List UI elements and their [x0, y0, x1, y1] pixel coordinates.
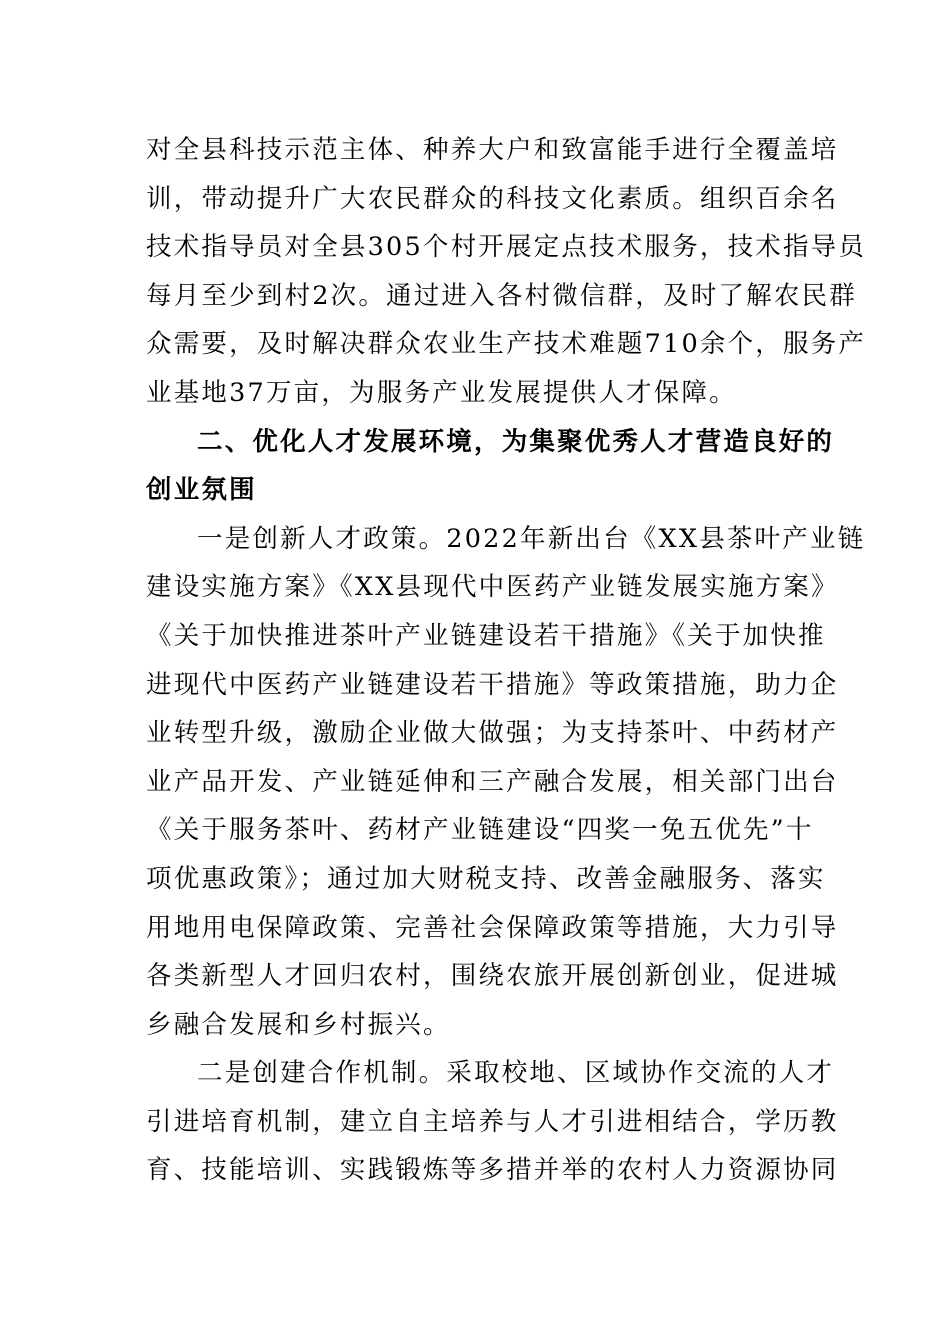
text-line: 《关于服务茶叶、药材产业链建设“四奖一免五优先”十	[146, 815, 814, 846]
text-line: 众需要，及时解决群众农业生产技术难题710余个，服务产	[146, 329, 867, 360]
body-paragraph	[146, 1049, 839, 1195]
text-line: 乡融合发展和乡村振兴。	[146, 1009, 451, 1040]
text-line: 育、技能培训、实践锻炼等多措并举的农村人力资源协同	[146, 1155, 839, 1186]
text-line: 二是创建合作机制。采取校地、区域协作交流的人才	[197, 1058, 835, 1089]
text-line: 引进培育机制，建立自主培养与人才引进相结合，学历教	[146, 1106, 839, 1137]
section-heading	[146, 418, 835, 515]
text-line: 业基地37万亩，为服务产业发展提供人才保障。	[146, 377, 737, 408]
text-line: 训，带动提升广大农民群众的科技文化素质。组织百余名	[146, 183, 839, 214]
body-paragraph	[146, 515, 866, 1050]
text-line: 创业氛围	[146, 475, 257, 506]
text-line: 一是创新人才政策。2022年新出台《XX县茶叶产业链	[197, 523, 866, 554]
text-line: 业产品开发、产业链延伸和三产融合发展，相关部门出台	[146, 766, 839, 797]
text-line: 项优惠政策》；通过加大财税支持、改善金融服务、落实	[146, 863, 826, 894]
text-line: 二、优化人才发展环境，为集聚优秀人才营造良好的	[197, 426, 835, 457]
text-line: 各类新型人才回归农村，围绕农旅开展创新创业，促进城	[146, 961, 839, 992]
text-line: 《关于加快推进茶叶产业链建设若干措施》《关于加快推	[146, 620, 826, 651]
text-line: 技术指导员对全县305个村开展定点技术服务，技术指导员	[146, 232, 867, 263]
document-body	[146, 126, 867, 1195]
text-line: 用地用电保障政策、完善社会保障政策等措施，大力引导	[146, 912, 839, 943]
body-paragraph	[146, 126, 867, 418]
text-line: 业转型升级，激励企业做大做强；为支持茶叶、中药材产	[146, 718, 839, 749]
text-line: 对全县科技示范主体、种养大户和致富能手进行全覆盖培	[146, 135, 839, 165]
document-page	[146, 126, 867, 1195]
text-line: 进现代中医药产业链建设若干措施》等政策措施，助力企	[146, 669, 839, 700]
text-line: 每月至少到村2次。通过进入各村微信群，及时了解农民群	[146, 280, 857, 311]
text-line: 建设实施方案》《XX县现代中医药产业链发展实施方案》	[146, 572, 839, 603]
